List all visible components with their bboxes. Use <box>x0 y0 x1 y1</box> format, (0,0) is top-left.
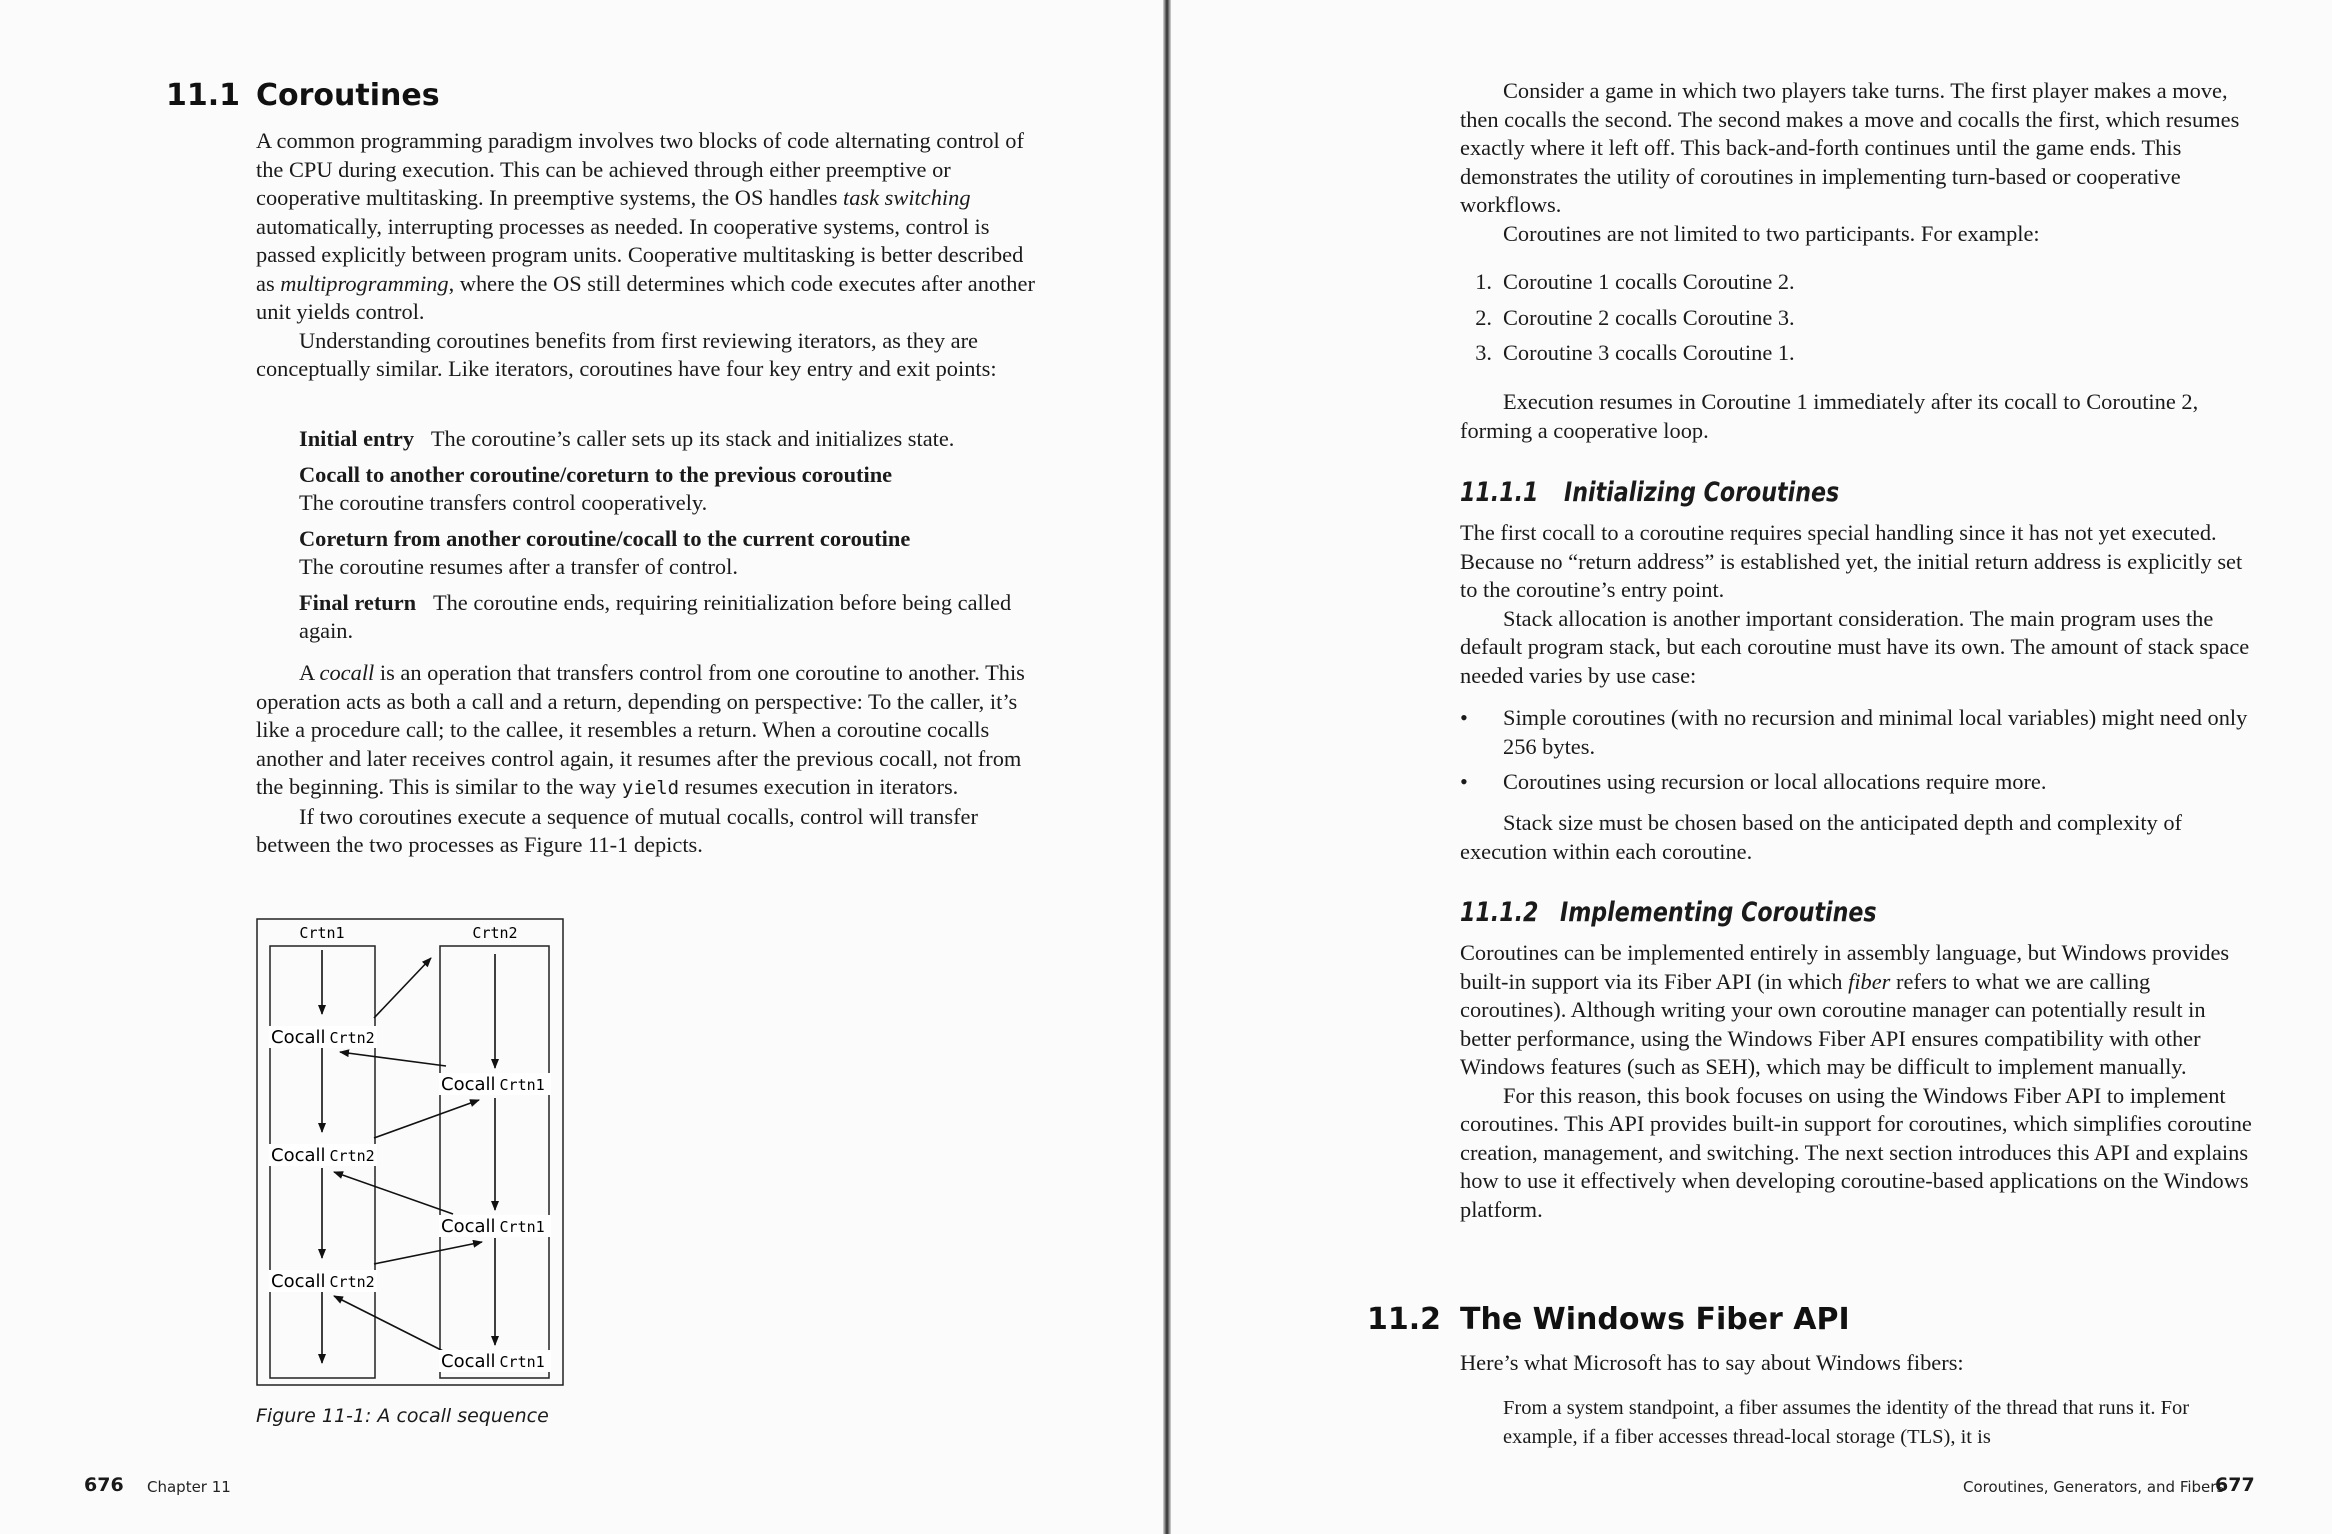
running-head: Chapter 11 <box>147 1478 231 1496</box>
page-number: 677 <box>2215 1474 2255 1496</box>
paragraph: Coroutines are not limited to two participants. For example: <box>1503 220 2040 246</box>
right-page <box>1171 0 2332 1534</box>
page-number: 676 <box>84 1474 124 1496</box>
transfer-arrow <box>374 958 431 1018</box>
fiber-intro: Here’s what Microsoft has to say about Windows fibers: <box>1460 1350 1964 1375</box>
figure-caption: Figure 11-1: A cocall sequence <box>256 1405 549 1427</box>
transfer-arrow <box>334 1296 451 1355</box>
definition-item <box>299 589 1049 646</box>
init-body: The first cocall to a coroutine requires special handling since it has not yet executed. Because no “return address” is established yet, the initial return address is explicitly set to the coroutine’s entry point. Stack allocation is another important consideration. The main program uses the default program stack, but each coroutine must have its own. The amount of stack space needed varies by use case: <box>1460 520 2250 688</box>
cocall-label: Cocall Crtn1 <box>441 1216 545 1237</box>
list-item: 1. Coroutine 1 cocalls Coroutine 2. <box>1475 269 1795 294</box>
crtn1-label: Crtn1 <box>299 924 345 942</box>
paragraph: A cocall is an operation that transfers control from one coroutine to another. This operation acts as both a call and a return, depending on perspective: To the caller, it’s like a procedure call; to the callee, it resembles a return. When a coroutine cocalls another and later receives control again, it resumes after the previous cocall, not from the beginning. This is similar to the way yield resumes execution in iterators. <box>256 660 1025 799</box>
list-item: • Simple coroutines (with no recursion and minimal local variables) might need only 256 bytes. <box>1460 705 2248 759</box>
definition-item <box>299 525 1049 582</box>
definition-desc: The coroutine’s caller sets up its stack and initializes state. <box>430 426 955 451</box>
definition-term: Cocall to another coroutine/coreturn to the previous coroutine <box>299 461 893 487</box>
right-body-intro <box>1460 77 2260 248</box>
section-title: Coroutines <box>256 78 440 113</box>
section-title: The Windows Fiber API <box>1460 1302 1850 1337</box>
section-number: 11.1 <box>166 78 241 113</box>
definition-desc: The coroutine transfers control cooperatively. <box>299 490 708 515</box>
list-item: 2. Coroutine 2 cocalls Coroutine 3. <box>1475 304 1795 330</box>
definition-term: Coreturn from another coroutine/cocall to the current coroutine <box>299 525 911 551</box>
subsection-number: 11.1.2 <box>1460 897 1539 928</box>
book-gutter <box>1163 0 1171 1534</box>
cocall-sequence-figure <box>256 918 566 1388</box>
crtn2-label: Crtn2 <box>472 924 518 942</box>
definition-item <box>299 461 1049 518</box>
subsection-title: Initializing Coroutines <box>1564 477 1840 508</box>
subsection-number: 11.1.1 <box>1460 477 1539 508</box>
entry-exit-points-list <box>299 425 1049 653</box>
transfer-arrow <box>374 1100 479 1138</box>
cocall-label: Cocall Crtn2 <box>271 1271 375 1292</box>
definition-desc: The coroutine ends, requiring reinitialization before being called again. <box>299 589 1012 643</box>
paragraph: A common programming paradigm involves two blocks of code alternating control of the CPU during execution. This can be achieved through either preemptive or cooperative multitasking. In preemptive systems, the OS handles task switching automatically, interrupting processes as needed. In cooperative systems, control is passed explicitly between program units. Cooperative multitasking is better described as multiprogramming, where the OS still determines which code executes after another unit yields control. <box>256 128 1035 324</box>
transfer-arrow <box>340 1052 446 1066</box>
list-item: 3. Coroutine 3 cocalls Coroutine 1. <box>1475 340 1795 365</box>
transfer-arrow <box>374 1242 482 1264</box>
definition-item <box>299 425 1049 454</box>
left-body-cocall <box>256 659 1046 860</box>
stack-size-closing: Stack size must be chosen based on the anticipated depth and complexity of execution within each coroutine. <box>1460 810 2182 864</box>
cocall-label: Cocall Crtn1 <box>441 1351 545 1372</box>
left-page <box>0 0 1163 1534</box>
section-number: 11.2 <box>1367 1302 1442 1337</box>
cocall-label: Cocall Crtn2 <box>271 1027 375 1048</box>
implementing-body: Coroutines can be implemented entirely in assembly language, but Windows provides built-in support via its Fiber API (in which fiber refers to what we are calling coroutines). Although writing your own coroutine manager can potentially result in better performance, using the Windows Fiber API ensures compatibility with other Windows features (such as SEH), which may be difficult to implement manually. For this reason, this book focuses on using the Windows Fiber API to implement coroutines. This API provides built-in support for coroutines, which simplifies coroutine creation, management, and switching. The next section introduces this API and explains how to use it effectively when developing coroutine-based applications on the Windows platform. <box>1460 940 2252 1222</box>
stack-size-bullets <box>1460 704 2260 804</box>
coroutine-numbered-list <box>1460 268 2260 375</box>
paragraph: Consider a game in which two players take turns. The first player makes a move, then cocalls the second. The second makes a move and cocalls the first, which resumes exactly where it left off. This back-and-forth continues until the game ends. This demonstrates the utility of coroutines in implementing turn-based or cooperative workflows. <box>1460 78 2240 217</box>
cocall-label: Cocall Crtn1 <box>441 1074 545 1095</box>
definition-term: Final return <box>299 589 417 615</box>
definition-desc: The coroutine resumes after a transfer of control. <box>299 554 738 579</box>
list-item: • Coroutines using recursion or local allocations require more. <box>1460 769 2047 794</box>
cocall-label: Cocall Crtn2 <box>271 1145 375 1166</box>
block-quote: From a system standpoint, a fiber assumes the identity of the thread that runs it. For example, if a fiber accesses thread-local storage (TLS), it is <box>1503 1397 2190 1448</box>
loop-paragraph: Execution resumes in Coroutine 1 immediately after its cocall to Coroutine 2, forming a cooperative loop. <box>1460 389 2199 443</box>
paragraph: If two coroutines execute a sequence of mutual cocalls, control will transfer between the two processes as Figure 11-1 depicts. <box>256 803 978 857</box>
left-body-intro <box>256 127 1046 384</box>
definition-term: Initial entry <box>299 426 415 451</box>
subsection-title: Implementing Coroutines <box>1560 897 1877 928</box>
running-head: Coroutines, Generators, and Fibers <box>1963 1478 2225 1496</box>
transfer-arrow <box>334 1172 453 1214</box>
paragraph: Understanding coroutines benefits from first reviewing iterators, as they are conceptually similar. Like iterators, coroutines have four key entry and exit points: <box>256 327 997 381</box>
